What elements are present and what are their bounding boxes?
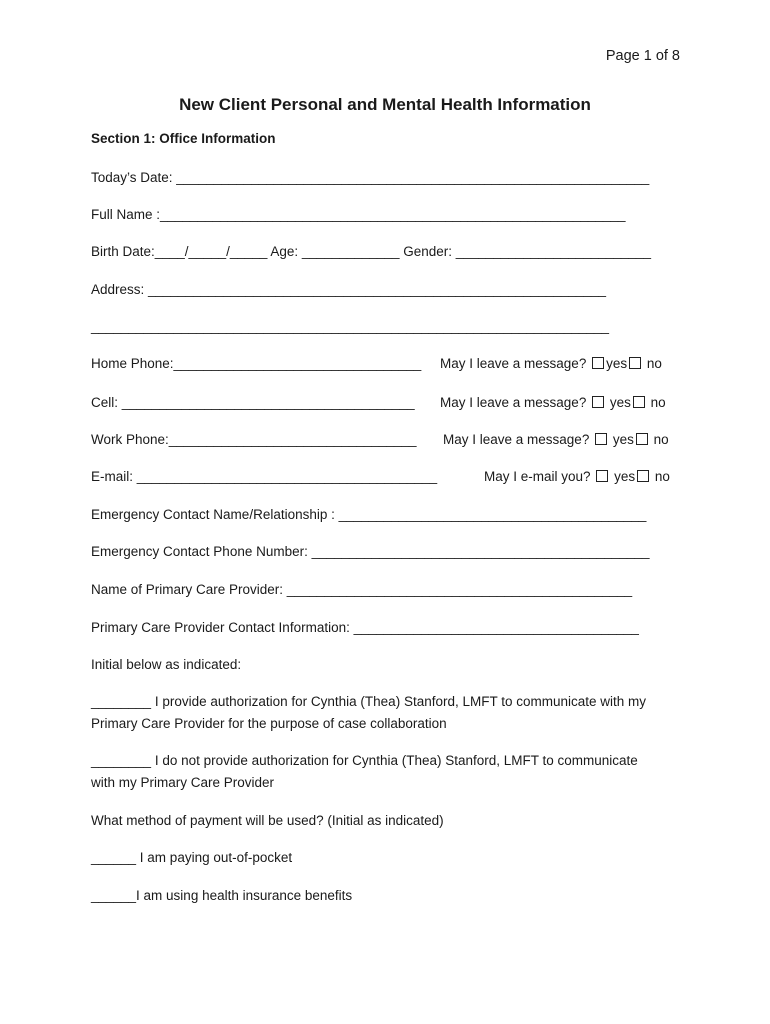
yes-label: yes — [609, 395, 631, 410]
primary-care-provider-field[interactable]: Name of Primary Care Provider: ______________________________________________ — [91, 582, 633, 597]
pcp-contact-info-field[interactable]: Primary Care Provider Contact Information: ______________________________________ — [91, 620, 639, 635]
yes-label: yes — [614, 469, 636, 484]
no-checkbox[interactable] — [637, 470, 649, 482]
no-checkbox[interactable] — [629, 357, 641, 369]
work-phone-message-options — [443, 432, 669, 447]
no-checkbox[interactable] — [636, 433, 648, 445]
emergency-contact-name-field[interactable]: Emergency Contact Name/Relationship : _________________________________________ — [91, 507, 647, 522]
yes-checkbox[interactable] — [596, 470, 608, 482]
cell-message-options — [440, 395, 666, 410]
message-prompt: May I leave a message? — [440, 356, 587, 371]
email-prompt: May I e-mail you? — [484, 469, 591, 484]
address-field[interactable]: Address: _____________________________________________________________ — [91, 282, 607, 297]
yes-checkbox[interactable] — [592, 396, 604, 408]
yes-label: yes — [612, 432, 634, 447]
payment-question: What method of payment will be used? (Initial as indicated) — [91, 813, 444, 828]
birth-age-gender-field[interactable]: Birth Date:____/_____/_____ Age: _____________ Gender: __________________________ — [91, 244, 652, 259]
home-phone-field[interactable]: Home Phone:_________________________________ — [91, 356, 422, 371]
full-name-field[interactable]: Full Name :______________________________________________________________ — [91, 207, 626, 222]
yes-label: yes — [606, 356, 628, 371]
no-label: no — [654, 469, 670, 484]
payment-out-of-pocket-line[interactable]: ______ I am paying out-of-pocket — [91, 850, 293, 865]
authorization-yes-line-1[interactable]: ________ I provide authorization for Cynthia (Thea) Stanford, LMFT to communicate with my — [91, 694, 647, 709]
payment-insurance-line[interactable]: ______I am using health insurance benefits — [91, 888, 353, 903]
authorization-no-line-2: with my Primary Care Provider — [91, 775, 275, 790]
address-line-2-field[interactable]: _____________________________________________________________________ — [91, 319, 610, 334]
no-checkbox[interactable] — [633, 396, 645, 408]
yes-checkbox[interactable] — [595, 433, 607, 445]
message-prompt: May I leave a message? — [443, 432, 590, 447]
no-label: no — [650, 395, 666, 410]
email-permission-options — [484, 469, 670, 484]
email-field[interactable]: E-mail: ________________________________________ — [91, 469, 438, 484]
form-title: New Client Personal and Mental Health Information — [179, 95, 591, 114]
yes-checkbox[interactable] — [592, 357, 604, 369]
no-label: no — [646, 356, 662, 371]
authorization-yes-line-2: Primary Care Provider for the purpose of case collaboration — [91, 716, 447, 731]
home-phone-message-options — [440, 356, 662, 371]
cell-phone-field[interactable]: Cell: _______________________________________ — [91, 395, 415, 410]
todays-date-field[interactable]: Today’s Date: _______________________________________________________________ — [91, 170, 650, 185]
emergency-contact-phone-field[interactable]: Emergency Contact Phone Number: _____________________________________________ — [91, 544, 650, 559]
no-label: no — [653, 432, 669, 447]
work-phone-field[interactable]: Work Phone:_________________________________ — [91, 432, 417, 447]
authorization-no-line-1[interactable]: ________ I do not provide authorization for Cynthia (Thea) Stanford, LMFT to communicate — [91, 753, 638, 768]
message-prompt: May I leave a message? — [440, 395, 587, 410]
section-heading: Section 1: Office Information — [91, 131, 276, 146]
page-number: Page 1 of 8 — [605, 48, 680, 64]
initial-instructions: Initial below as indicated: — [91, 657, 242, 672]
